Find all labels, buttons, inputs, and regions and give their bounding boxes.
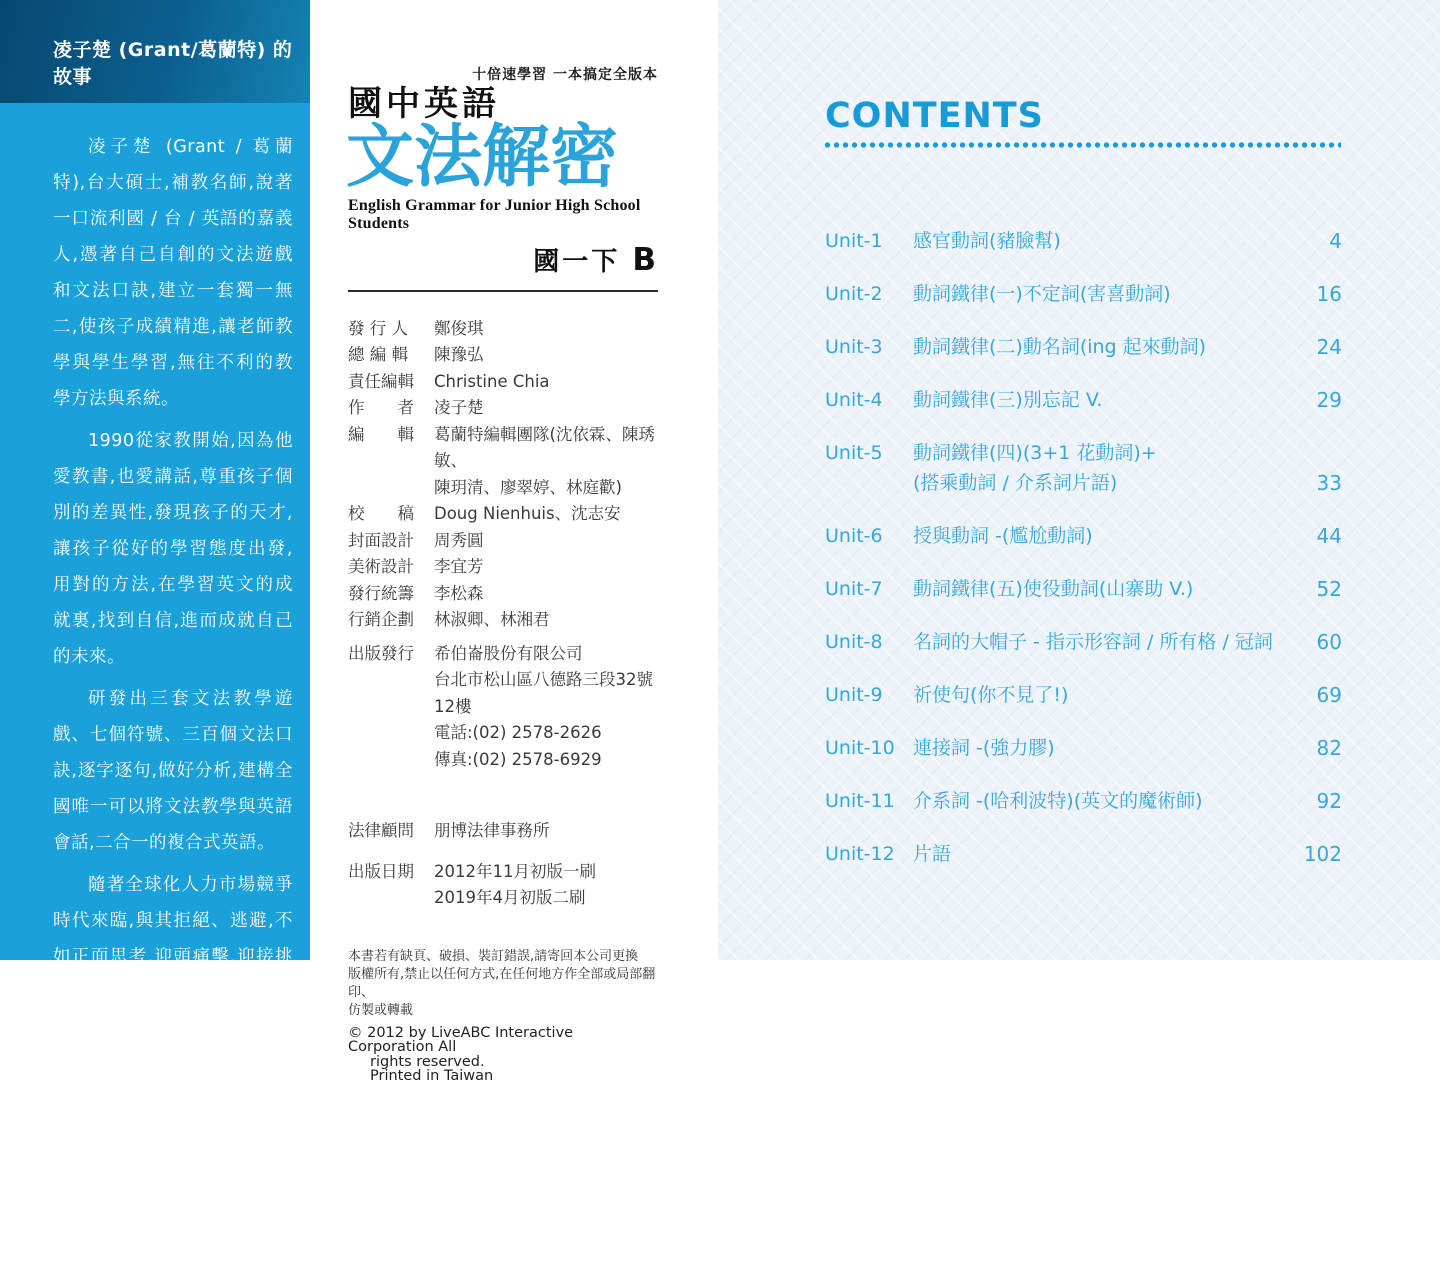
toc-unit-label: Unit-3 (825, 336, 883, 358)
toc-page-number: 16 (1316, 282, 1342, 306)
contents-heading: CONTENTS (825, 96, 1044, 136)
toc-row-unit-5 (825, 440, 1342, 497)
toc-row-unit-3 (825, 334, 1342, 361)
toc-unit-label: Unit-8 (825, 631, 883, 653)
toc-row-unit-4 (825, 387, 1342, 414)
toc-unit-label: Unit-4 (825, 389, 883, 411)
credit-label: 發行統籌 (348, 583, 414, 603)
toc-page-number: 29 (1316, 388, 1342, 412)
toc-unit-label: Unit-11 (825, 790, 895, 812)
credit-row (348, 342, 658, 369)
publisher-address: 台北市松山區八德路三段32號12樓 (434, 670, 653, 716)
author-story-body (0, 103, 310, 1269)
toc-page-number: 82 (1316, 736, 1342, 760)
toc-unit-label: Unit-7 (825, 578, 883, 600)
copyright-line: Printed in Taiwan (370, 1068, 494, 1085)
toc-row-unit-7 (825, 576, 1342, 603)
credit-label: 出版發行 (348, 643, 414, 663)
book-english-title: English Grammar for Junior High School Students (348, 196, 641, 232)
author-paragraph: 凌子楚 (Grant / 葛蘭特),台大碩士,補教名師,說著一口流利國 / 台 / 英語的嘉義人,憑著自己自創的文法遊戲和文法口訣,建立一套獨一無二,使孩子成績精進,讓老師教學與學生學習,無往不利的教學方法與系統。 (53, 137, 293, 409)
credit-value-continued: 陳玥清、廖翠婷、林庭歡) (434, 477, 622, 497)
toc-title: 祈使句(你不見了!) (913, 684, 1069, 706)
author-paragraph: 語言是創意的象徵。因為,語言背後是文化,文化多元,創意無限。在知識經濟的年代,不只要讓孩子快樂學習英語,更要用對的方法,讓孩子從考試高分中,奠定走向世界的移動能力。 (53, 1025, 293, 1261)
credit-value: 陳豫弘 (434, 345, 484, 365)
title-colophon-column (310, 0, 718, 1085)
toc-page-number: 33 (1316, 471, 1342, 495)
toc-title: 介系詞 -(哈利波特)(英文的魔術師) (913, 790, 1203, 812)
author-paragraph: 1990從家教開始,因為他愛教書,也愛講話,尊重孩子個別的差異性,發現孩子的天才,讓孩子從好的學習態度出發,用對的方法,在學習英文的成就裏,找到自信,進而成就自己的未來。 (53, 431, 293, 667)
toc-page-number: 52 (1316, 577, 1342, 601)
toc-title: 動詞鐵律(二)動名詞(ing 起來動詞) (913, 336, 1207, 358)
credit-label: 封面設計 (348, 530, 414, 550)
credit-value: Christine Chia (434, 371, 550, 391)
author-paragraph: 研發出三套文法教學遊戲、七個符號、三百個文法口訣,逐字逐句,做好分析,建構全國唯一可以將文法教學與英語會話,二合一的複合式英語。 (53, 689, 293, 853)
notice-line: 仿製或轉載 (348, 1002, 414, 1018)
toc-title: 名詞的大帽子 - 指示形容詞 / 所有格 / 冠詞 (913, 631, 1273, 653)
book-edition (348, 241, 658, 278)
author-paragraph: 隨著全球化人力市場競爭時代來臨,與其拒絕、逃避,不如正面思考,迎頭痛擊,迎接挑戰。 (53, 875, 293, 1003)
credit-row (348, 422, 658, 475)
credit-label: 行銷企劃 (348, 610, 414, 630)
toc-row-unit-1 (825, 228, 1342, 255)
credit-label: 美術設計 (348, 557, 414, 577)
credit-row (348, 501, 658, 528)
toc-page-number: 4 (1329, 229, 1342, 253)
credit-row (348, 554, 658, 581)
toc-title: 動詞鐵律(五)使役動詞(山寨助 V.) (913, 578, 1194, 600)
toc-page-number: 60 (1316, 630, 1342, 654)
copyright-line: © 2012 by LiveABC Interactive Corporation All (348, 1024, 574, 1056)
toc-page-number: 69 (1316, 683, 1342, 707)
legal-advisor: 朋博法律事務所 (434, 821, 550, 841)
colophon (348, 316, 658, 912)
contents-list (825, 228, 1342, 894)
toc-unit-label: Unit-10 (825, 737, 895, 759)
contents-dotted-divider (823, 141, 1341, 149)
credit-value: 林淑卿、林湘君 (434, 610, 550, 630)
publisher-fax: 傳真:(02) 2578-6929 (434, 749, 602, 769)
publisher-row (348, 641, 658, 668)
publish-date-1: 2012年11月初版一刷 (434, 861, 596, 881)
credit-label: 發 行 人 (348, 318, 408, 338)
credit-row (348, 581, 658, 608)
credit-value: Doug Nienhuis、沈志安 (434, 504, 621, 524)
toc-row-unit-8 (825, 629, 1342, 656)
credit-row (348, 528, 658, 555)
credit-label: 編 輯 (348, 424, 414, 444)
credit-label: 出版日期 (348, 861, 414, 881)
toc-title-line2: (搭乘動詞 / 介系詞片語) (913, 472, 1118, 494)
notice-line: 版權所有,禁止以任何方式,在任何地方作全部或局部翻印、 (348, 966, 656, 1000)
book-series-title: 國中英語 (348, 84, 500, 124)
contents-panel (718, 0, 1440, 960)
title-divider (348, 290, 658, 292)
author-story-sidebar (0, 0, 310, 1261)
toc-unit-label: Unit-1 (825, 230, 883, 252)
book-main-title: 文法解密 (346, 118, 619, 198)
publisher-phone: 電話:(02) 2578-2626 (434, 723, 602, 743)
credit-value: 鄭俊琪 (434, 318, 484, 338)
toc-row-unit-12 (825, 841, 1342, 868)
toc-title: 動詞鐵律(一)不定詞(害喜動詞) (913, 283, 1171, 305)
publisher-name: 希伯崙股份有限公司 (434, 643, 583, 663)
credit-row (348, 607, 658, 634)
toc-title: 感官動詞(豬臉幫) (913, 230, 1061, 252)
toc-title-line1: 動詞鐵律(四)(3+1 花動詞)+ (913, 442, 1157, 464)
toc-unit-label: Unit-5 (825, 442, 883, 464)
credit-value: 凌子楚 (434, 398, 484, 418)
copyright-line: rights reserved. (370, 1053, 485, 1070)
legal-advisor-row (348, 818, 658, 845)
credit-value: 李松森 (434, 583, 484, 603)
toc-unit-label: Unit-9 (825, 684, 883, 706)
credit-label: 校 稿 (348, 504, 414, 524)
toc-unit-label: Unit-6 (825, 525, 883, 547)
copyright-block (348, 1026, 658, 1084)
toc-title (913, 440, 1305, 497)
publish-date-2: 2019年4月初版二刷 (434, 888, 586, 908)
toc-page-number: 24 (1316, 335, 1342, 359)
toc-unit-label: Unit-12 (825, 843, 895, 865)
author-story-header (0, 0, 310, 103)
toc-row-unit-6 (825, 523, 1342, 550)
credit-label: 總 編 輯 (348, 345, 408, 365)
credit-label: 責任編輯 (348, 371, 414, 391)
edition-zh: 國一下 (533, 246, 633, 277)
toc-row-unit-2 (825, 281, 1342, 308)
edition-letter: B (632, 241, 656, 278)
toc-row-unit-11 (825, 788, 1342, 815)
toc-title: 授與動詞 -(尷尬動詞) (913, 525, 1093, 547)
toc-title: 連接詞 -(強力膠) (913, 737, 1055, 759)
toc-title: 動詞鐵律(三)別忘記 V. (913, 389, 1103, 411)
credit-value: 葛蘭特編輯團隊(沈依霖、陳琇敏、 (434, 424, 655, 471)
credit-value: 李宜芳 (434, 557, 484, 577)
credit-row (348, 316, 658, 343)
toc-row-unit-9 (825, 682, 1342, 709)
toc-row-unit-10 (825, 735, 1342, 762)
publish-date-row (348, 859, 658, 886)
author-story-title: 凌子楚 (Grant/葛蘭特) 的故事 (53, 39, 293, 88)
credit-row (348, 395, 658, 422)
credit-label: 法律顧問 (348, 821, 414, 841)
toc-page-number: 92 (1316, 789, 1342, 813)
credit-value: 周秀圓 (434, 530, 484, 550)
credit-label: 作 者 (348, 398, 414, 418)
toc-unit-label: Unit-2 (825, 283, 883, 305)
credit-row (348, 369, 658, 396)
book-tagline: 十倍速學習 一本搞定全版本 (472, 67, 658, 83)
toc-title: 片語 (913, 843, 952, 865)
legal-notices (348, 948, 658, 1020)
toc-page-number: 102 (1303, 842, 1342, 866)
toc-page-number: 44 (1316, 524, 1342, 548)
notice-line: 本書若有缺頁、破損、裝訂錯誤,請寄回本公司更換 (348, 948, 639, 964)
